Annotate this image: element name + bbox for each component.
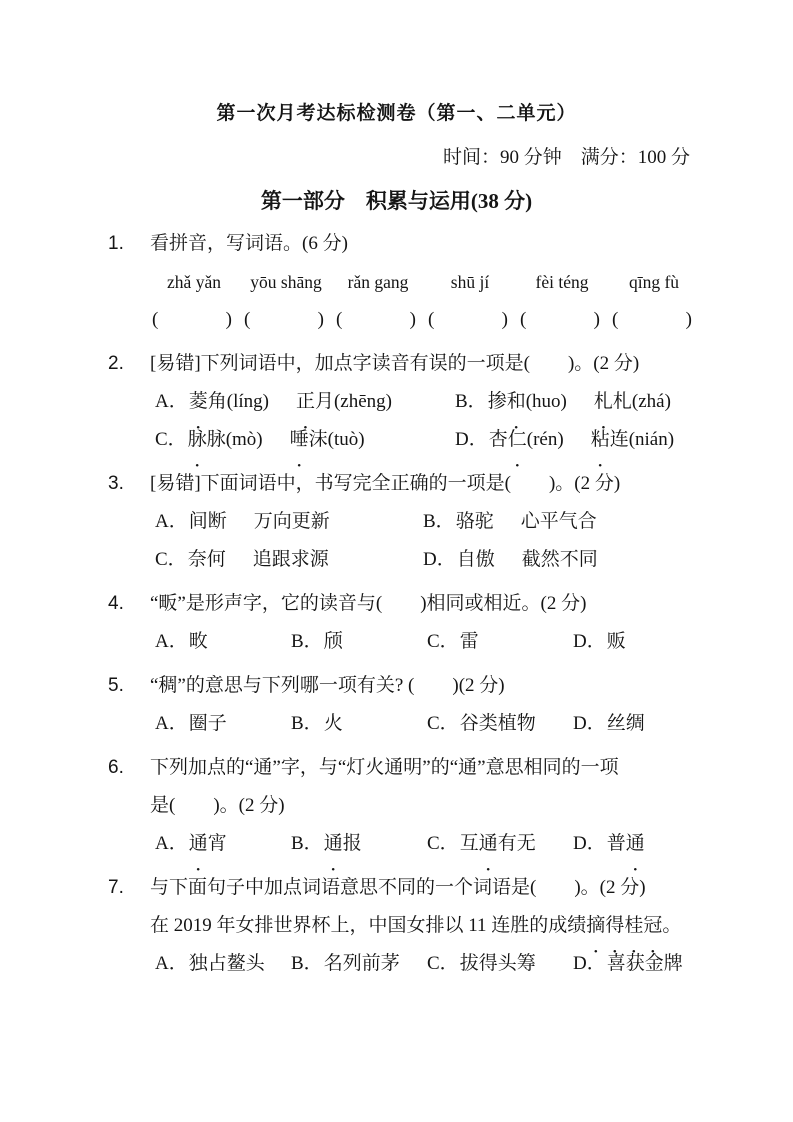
option-word: 菱角(líng) [188,391,269,412]
option-word: 通报 [323,833,362,854]
question-2-options-row-1 [155,383,703,421]
option-word: 普通 [606,833,645,854]
option-C [427,825,573,863]
option-D [573,825,645,863]
pinyin-item: zhǎ yǎn [167,272,221,292]
option-A [155,383,455,421]
answer-blank [332,301,424,339]
question-1-stem: 看拼音，写词语。(6 分) [150,233,348,254]
option-word: 互通有无 [459,833,536,854]
option-D [423,541,598,579]
option-word: 颀 [323,631,343,652]
question-5 [108,667,703,743]
question-5-number: 5. [108,675,124,696]
blank-paren-close: ) [685,309,692,330]
blank-paren-open: ( [244,309,251,330]
question-3 [108,465,703,579]
option-label: B． [291,631,323,652]
question-7 [108,869,703,983]
option-word: 独占鳌头 [188,953,265,974]
option-label: B． [455,391,487,412]
option-C [155,421,455,459]
question-7-example-sentence: 在 2019 年女排世界杯上，中国女排以 11 连胜的成绩摘得桂冠。 [150,915,682,936]
option-word: 奈何 [187,549,226,570]
question-2-number: 2. [108,353,124,374]
question-7-stem: 与下面句子中加点词语意思不同的一个词语是( )。(2 分) [150,877,646,898]
option-word: 喜获金牌 [606,953,683,974]
option-label: C． [427,833,459,854]
question-3-stem: [易错]下面词语中，书写完全正确的一项是( )。(2 分) [150,473,621,494]
option-word: 截然不同 [521,549,598,570]
option-label: D． [423,549,456,570]
option-word: 雷 [459,631,479,652]
question-6-stem-line-2: 是( )。(2 分) [150,795,285,816]
option-word: 名列前茅 [323,953,400,974]
option-A [155,825,291,863]
blank-paren-close: ) [593,309,600,330]
answer-blank [608,301,700,339]
question-6-stem-line-1: 下列加点的“通”字，与“灯火通明”的“通”意思相同的一项 [150,757,619,778]
option-label: B． [291,713,323,734]
question-2-stem: [易错]下列词语中，加点字读音有误的一项是( )。(2 分) [150,353,640,374]
option-C [427,705,573,743]
pinyin-item: yōu shāng [250,272,322,292]
blank-paren-open: ( [612,309,619,330]
option-word: 粘连(nián) [590,429,675,450]
option-label: A． [155,833,188,854]
option-word: 杏仁(rén) [488,429,564,450]
option-A [155,623,291,661]
answer-blank [424,301,516,339]
question-4-number: 4. [108,593,124,614]
option-label: C． [155,549,187,570]
pinyin-item: qīng fù [628,272,680,292]
pinyin-item: fèi téng [535,272,589,292]
option-word: 万向更新 [253,511,330,532]
option-word: 谷类植物 [459,713,536,734]
option-word: 通宵 [188,833,227,854]
blank-paren-open: ( [152,309,159,330]
option-B [291,825,427,863]
option-label: D． [573,713,606,734]
option-word: 脉脉(mò) [187,429,263,450]
question-3-number: 3. [108,473,124,494]
question-1 [108,225,703,339]
blank-paren-close: ) [317,309,324,330]
question-2-options-row-2 [155,421,703,459]
paper-title: 第一次月考达标检测卷（第一、二单元） [216,103,577,124]
question-3-options-row-2 [155,541,703,579]
option-label: A． [155,713,188,734]
option-A [155,705,291,743]
question-4-stem: “畈”是形声字，它的读音与( )相同或相近。(2 分) [150,593,587,614]
question-6 [108,749,703,863]
option-word: 间断 [188,511,227,532]
option-label: D． [455,429,488,450]
option-D [573,705,645,743]
option-C [427,945,573,983]
option-word: 贩 [606,631,626,652]
option-D [455,421,674,459]
questions-area [0,225,793,983]
option-word: 正月(zhēng) [295,391,393,412]
answer-blank [516,301,608,339]
answer-blank [240,301,332,339]
question-3-options-row-1 [155,503,703,541]
option-D [573,945,683,983]
pinyin-item: shū jí [450,272,490,292]
option-label: A． [155,391,188,412]
blank-paren-close: ) [501,309,508,330]
option-label: B． [423,511,455,532]
option-B [291,705,427,743]
blank-paren-close: ) [225,309,232,330]
option-label: A． [155,953,188,974]
question-5-options [155,705,703,743]
option-word: 火 [323,713,343,734]
question-1-pinyin-row [148,263,703,301]
option-word: 圈子 [188,713,227,734]
question-6-options [155,825,703,863]
question-4-options [155,623,703,661]
option-word: 畋 [188,631,208,652]
question-7-number: 7. [108,877,124,898]
pinyin-item: rǎn gang [347,272,409,292]
time-and-score-info: 时间：90 分钟 满分：100 分 [442,147,690,168]
blank-paren-close: ) [409,309,416,330]
question-5-stem: “稠”的意思与下列哪一项有关? ( )(2 分) [150,675,505,696]
answer-blank [148,301,240,339]
option-word: 拔得头筹 [459,953,536,974]
option-C [427,623,573,661]
question-1-answer-blanks [148,301,703,339]
option-word: 唾沫(tuò) [289,429,365,450]
option-word: 札札(zhá) [593,391,671,412]
option-C [155,541,423,579]
option-word: 掺和(huo) [487,391,567,412]
option-label: C． [427,953,459,974]
option-label: A． [155,511,188,532]
option-label: C． [155,429,187,450]
option-label: B． [291,953,323,974]
option-label: D． [573,953,606,974]
option-B [291,945,427,983]
option-label: C． [427,631,459,652]
option-word: 自傲 [456,549,495,570]
option-label: A． [155,631,188,652]
question-2 [108,345,703,459]
option-A [155,503,423,541]
blank-paren-open: ( [520,309,527,330]
question-1-number: 1. [108,233,124,254]
section-heading: 第一部分 积累与运用(38 分) [260,189,533,213]
option-label: B． [291,833,323,854]
option-word: 追跟求源 [252,549,329,570]
option-word: 丝绸 [606,713,645,734]
option-B [423,503,597,541]
option-A [155,945,291,983]
option-word: 心平气合 [520,511,597,532]
question-4 [108,585,703,661]
question-7-options [155,945,703,983]
option-label: D． [573,833,606,854]
blank-paren-open: ( [336,309,343,330]
option-label: C． [427,713,459,734]
option-word: 骆驼 [455,511,494,532]
option-B [291,623,427,661]
question-6-number: 6. [108,757,124,778]
option-label: D． [573,631,606,652]
option-B [455,383,671,421]
option-D [573,623,626,661]
blank-paren-open: ( [428,309,435,330]
